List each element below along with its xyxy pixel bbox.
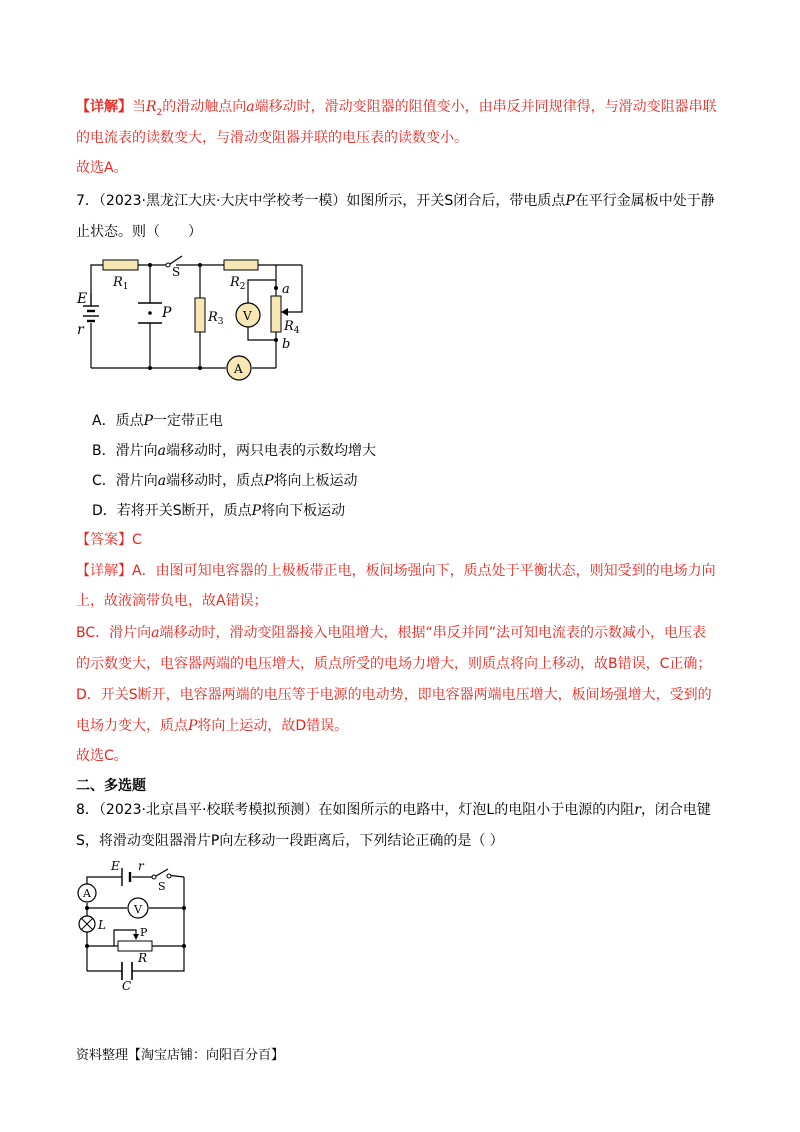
q7-answer: 【答案】C bbox=[76, 532, 142, 548]
resistor-r4 bbox=[271, 296, 281, 332]
svg-text:E: E bbox=[77, 291, 88, 307]
q7-option-c[interactable]: C．滑片向a端移动时，质点P将向上板运动 bbox=[92, 473, 358, 489]
q8-rheostat bbox=[118, 941, 152, 951]
q7-detail-line-4: 的示数变大，电容器两端的电压增大，质点所受的电场力增大，则质点将向上移动，故B错误，C正确； bbox=[76, 656, 712, 672]
detail-6-conclusion: 故选A。 bbox=[76, 160, 128, 176]
q7-conclusion: 故选C。 bbox=[76, 748, 128, 764]
q8-slider-arrow-icon bbox=[133, 934, 139, 940]
svg-text:L: L bbox=[98, 918, 106, 932]
svg-text:R3: $R_3$ bbox=[208, 310, 224, 327]
q8-stem-line-2: S，将滑动变阻器滑片P向左移动一段距离后，下列结论正确的是（ ） bbox=[76, 833, 504, 849]
q7-stem-line-1: 7．（2023·黑龙江大庆·大庆中学校考一模）如图所示，开关S闭合后，带电质点P在平行金属板中处于静 bbox=[76, 193, 715, 209]
svg-text:A: A bbox=[234, 362, 243, 376]
resistor-r1 bbox=[103, 260, 138, 270]
q7-circuit-diagram bbox=[76, 250, 316, 385]
svg-text:P: P bbox=[162, 305, 172, 321]
footer-text: 资料整理【淘宝店铺：向阳百分百】 bbox=[76, 1048, 285, 1063]
q7-detail-line-6: 电场力变大，质点P将向上运动，故D错误。 bbox=[76, 718, 349, 734]
detail-6-line-2: 的电流表的读数变大，与滑动变阻器并联的电压表的读数变小。 bbox=[76, 130, 468, 146]
q7-detail-line-1: 【详解】A．由图可知电容器的上极板带正电，板间场强向下，质点处于平衡状态，则知受到的电场力向 bbox=[76, 563, 716, 579]
q7-detail-line-3: BC．滑片向a端移动时，滑动变阻器接入电阻增大，根据“串反并同”法可知电流表的示数减小，电压表 bbox=[76, 625, 707, 641]
svg-text:S: S bbox=[158, 880, 166, 893]
q8-switch bbox=[156, 869, 168, 876]
svg-text:r: r bbox=[77, 322, 84, 338]
svg-text:R4: $R_4$ bbox=[284, 319, 300, 336]
svg-text:V: V bbox=[243, 309, 252, 323]
switch-contact bbox=[166, 263, 170, 267]
svg-text:r: r bbox=[138, 859, 144, 873]
section-title: 二、多选题 bbox=[76, 778, 146, 794]
detail-6-line-1: 【详解】当$R_2$的滑动触点向a端移动时，滑动变阻器的阻值变小，由串反并同规律得，与滑动变阻器串联 bbox=[76, 99, 717, 118]
q7-option-a[interactable]: A．质点P一定带正电 bbox=[92, 413, 223, 429]
svg-text:E: E bbox=[111, 859, 120, 873]
resistor-r3 bbox=[195, 298, 205, 332]
q7-stem-line-2: 止状态。则（ ） bbox=[76, 224, 202, 240]
q7-detail-line-5: D．开关S断开，电容器两端的电压等于电源的电动势，即电容器两端电压增大，板间场强增大，受到的 bbox=[76, 687, 712, 703]
svg-text:S: S bbox=[172, 265, 181, 279]
detail-tag: 【详解】 bbox=[76, 99, 132, 115]
slider-arrow-icon bbox=[281, 308, 288, 316]
svg-text:R2: $R_2$ bbox=[230, 275, 246, 292]
q7-option-d[interactable]: D．若将开关S断开，质点P将向下板运动 bbox=[92, 503, 346, 519]
svg-text:R: R bbox=[138, 951, 148, 965]
svg-text:a: a bbox=[282, 282, 290, 297]
svg-text:V: V bbox=[134, 903, 142, 916]
q8-circuit-diagram bbox=[72, 856, 202, 991]
particle-p-dot bbox=[148, 311, 152, 315]
q7-option-b[interactable]: B．滑片向a端移动时，两只电表的示数均增大 bbox=[92, 443, 376, 459]
svg-text:P: P bbox=[140, 926, 148, 939]
switch-lever bbox=[170, 256, 182, 264]
resistor-r2 bbox=[224, 260, 258, 270]
svg-text:R1: $R_1$ bbox=[113, 275, 129, 292]
svg-text:b: b bbox=[282, 337, 291, 352]
q7-detail-line-2: 上，故液滴带负电，故A错误； bbox=[76, 593, 268, 609]
svg-text:A: A bbox=[83, 887, 91, 900]
q8-stem-line-1: 8．（2023·北京昌平·校联考模拟预测）在如图所示的电路中，灯泡L的电阻小于电源的内阻r，闭合电键 bbox=[76, 802, 711, 818]
svg-text:C: C bbox=[122, 979, 132, 991]
